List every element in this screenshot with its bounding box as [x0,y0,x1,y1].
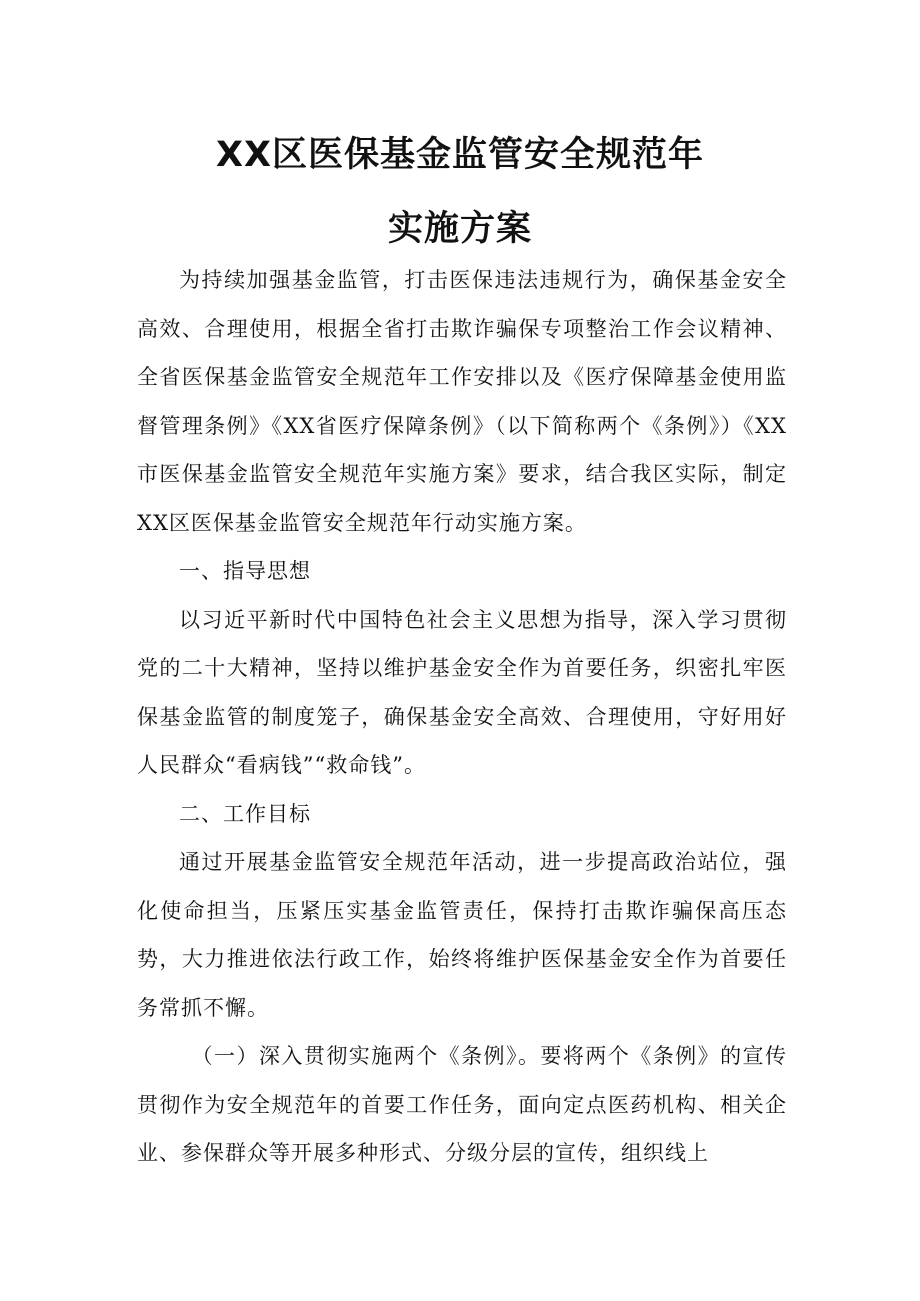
section-heading-guiding-ideology: 一、指导思想 [179,559,311,583]
document-body [137,256,787,1178]
subsection-paragraph-1: （一）深入贯彻实施两个《条例》。要将两个《条例》的宣传贯彻作为安全规范年的首要工作任务，面向定点医药机构、相关企业、参保群众等开展多种形式、分级分层的宣传，组织线上 [137,1044,787,1165]
intro-paragraph: 为持续加强基金监管，打击医保违法违规行为，确保基金安全高效、合理使用，根据全省打击欺诈骗保专项整治工作会议精神、全省医保基金监管安全规范年工作安排以及《医疗保障基金使用监督管理条例》《XX省医疗保障条例》（以下简称两个《条例》）《XX市医保基金监管安全规范年实施方案》要求，结合我区实际，制定XX区医保基金监管安全规范年行动实施方案。 [137,268,787,535]
guiding-ideology-paragraph: 以习近平新时代中国特色社会主义思想为指导，深入学习贯彻党的二十大精神，坚持以维护基金安全作为首要任务，织密扎牢医保基金监管的制度笼子，确保基金安全高效、合理使用，守好用好人民群众“看病钱”“救命钱”。 [137,607,787,777]
document-title-line-2: 实施方案 [387,209,532,249]
work-goals-paragraph: 通过开展基金监管安全规范年活动，进一步提高政治站位，强化使命担当，压紧压实基金监管责任，保持打击欺诈骗保高压态势，大力推进依法行政工作，始终将维护医保基金安全作为首要任务常抓不懈。 [137,850,787,1020]
document-title-line-1: XX区医保基金监管安全规范年 [216,135,704,175]
section-heading-work-goals: 二、工作目标 [179,801,311,826]
